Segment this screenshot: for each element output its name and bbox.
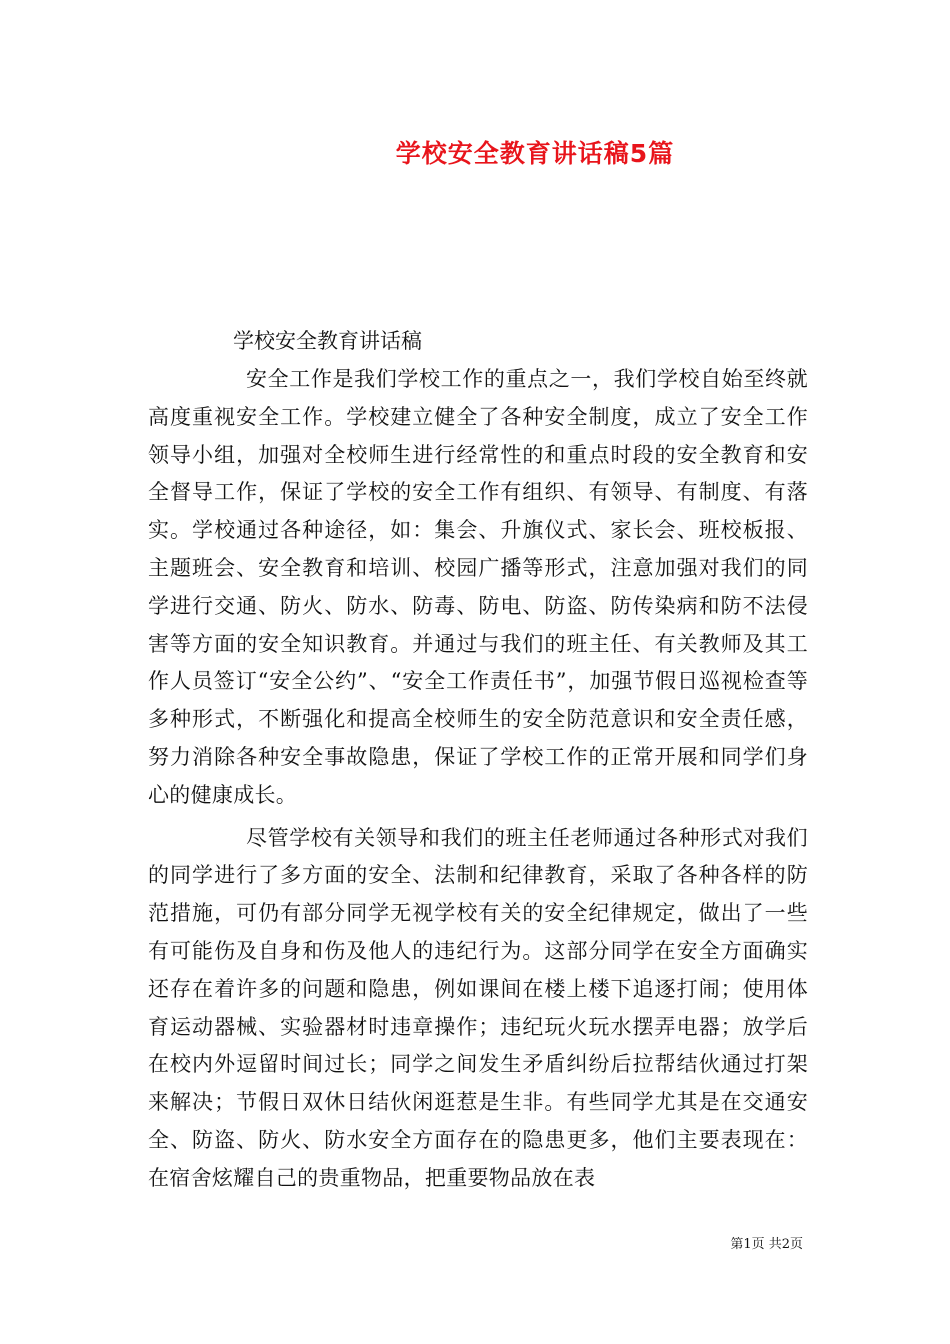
page-title: 学校安全教育讲话稿5篇 xyxy=(395,139,675,168)
paragraph-2: 尽管学校有关领导和我们的班主任老师通过各种形式对我们的同学进行了多方面的安全、法制和纪律教育，采取了各种各样的防范措施，可仍有部分同学无视学校有关的安全纪律规定，做出了一些有可能伤及自身和伤及他人的违纪行为。这部分同学在安全方面确实还存在着许多的问题和隐患，例如课间在楼上楼下追逐打闹；使用体育运动器械、实验器材时违章操作；违纪玩火玩水摆弄电器；放学后在校内外逗留时间过长；同学之间发生矛盾纠纷后拉帮结伙通过打架来解决；节假日双休日结伙闲逛惹是生非。有些同学尤其是在交通安全、防盗、防火、防水安全方面存在的隐患更多，他们主要表现在：在宿舍炫耀自己的贵重物品，把重要物品放在表 xyxy=(148,825,808,1190)
document-subtitle: 学校安全教育讲话稿 xyxy=(233,329,422,353)
document-body xyxy=(148,361,808,1203)
page-number: 第1页 共2页 xyxy=(730,1237,803,1252)
paragraph-1: 安全工作是我们学校工作的重点之一，我们学校自始至终就高度重视安全工作。学校建立健全了各种安全制度，成立了安全工作领导小组，加强对全校师生进行经常性的和重点时段的安全教育和安全督导工作，保证了学校的安全工作有组织、有领导、有制度、有落实。学校通过各种途径，如：集会、升旗仪式、家长会、班校板报、主题班会、安全教育和培训、校园广播等形式，注意加强对我们的同学进行交通、防火、防水、防毒、防电、防盗、防传染病和防不法侵害等方面的安全知识教育。并通过与我们的班主任、有关教师及其工作人员签订“安全公约”、“安全工作责任书”，加强节假日巡视检查等多种形式，不断强化和提高全校师生的安全防范意识和安全责任感，努力消除各种安全事故隐患，保证了学校工作的正常开展和同学们身心的健康成长。 xyxy=(148,367,808,807)
